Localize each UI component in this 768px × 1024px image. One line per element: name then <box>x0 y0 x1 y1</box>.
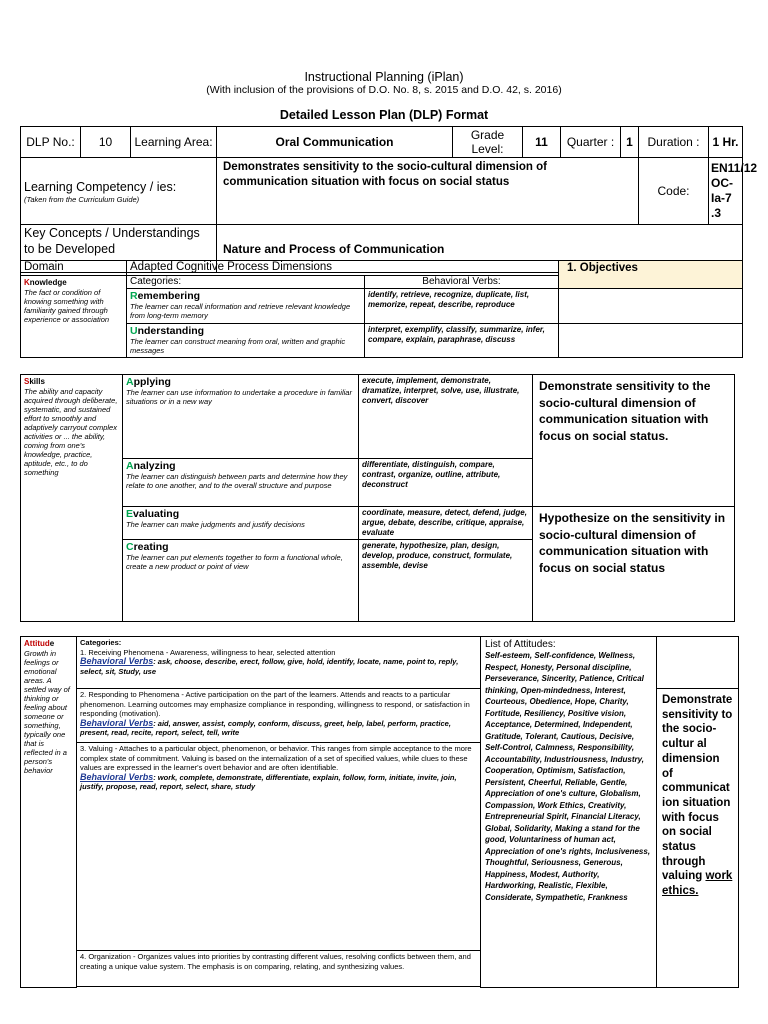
analyzing-initial: A <box>126 460 134 472</box>
creating-desc: The learner can put elements together to form a functional whole, create a new product or point of view <box>126 553 343 571</box>
attitudes-list-label: List of Attitudes: <box>485 639 556 650</box>
knowledge-initial: K <box>24 278 30 287</box>
duration-value: 1 Hr. <box>709 127 743 158</box>
understanding-verbs: interpret, exemplify, classify, summarize, infer, compare, explain, paraphrase, discuss <box>365 324 559 358</box>
creating-initial: C <box>126 541 134 553</box>
competency-label: Learning Competency / ies: <box>24 179 177 194</box>
cat1-verbs: : ask, choose, describe, erect, follow, give, hold, identify, locate, name, point to, reply, select, sit, Study, use <box>80 657 459 676</box>
competency-text: Demonstrates sensitivity to the socio-cultural dimension of communication situation with focus on social status <box>217 158 639 225</box>
remembering-initial: R <box>130 290 138 302</box>
cat3-verbs-label: Behavioral Verbs <box>80 771 154 782</box>
remembering-verbs: identify, retrieve, recognize, duplicate, list, memorize, repeat, describe, reproduce <box>365 289 559 324</box>
understanding-desc: The learner can construct meaning from oral, written and graphic messages <box>130 337 346 355</box>
concepts-text: Nature and Process of Communication <box>217 225 743 273</box>
analyzing-label: nalyzing <box>133 460 176 472</box>
remembering-desc: The learner can recall information and retrieve relevant knowledge from long-term memory <box>130 302 351 320</box>
analyzing-desc: The learner can distinguish between parts and determine how they relate to one another, and to the overall structure and purpose <box>126 472 348 490</box>
attitude-cat3: 3. Valuing - Attaches to a particular object, phenomenon, or behavior. This ranges from simple acceptance to the more complex state of commitment. Valuing is based on the internalization of a set of specified values, while clues to these values are expressed in the learner's overt behavior and are often identifiable. <box>80 744 472 772</box>
evaluating-label: valuating <box>133 508 180 520</box>
doc-subtitle: (With inclusion of the provisions of D.O. No. 8, s. 2015 and D.O. 42, s. 2016) <box>206 84 562 96</box>
cat2-verbs: : aid, answer, assist, comply, conform, discuss, greet, help, label, perform, practice, present, read, recite, report, select, tell, write <box>80 718 451 737</box>
knowledge-table <box>20 260 743 358</box>
applying-desc: The learner can use information to undertake a procedure in familiar situations or in a new way <box>126 388 352 406</box>
applying-verbs: execute, implement, demonstrate, dramatize, interpret, solve, use, illustrate, convert, discover <box>359 375 533 459</box>
skills-initial: S <box>24 377 30 386</box>
creating-verbs: generate, hypothesize, plan, design, develop, produce, construct, formulate, assemble, devise <box>359 540 533 622</box>
attitudes-list: Self-esteem, Self-confidence, Wellness, Respect, Honesty, Personal discipline, Perseverance, Sincerity, Patience, Critical thinking, Open-mindedness, Interest, Courteous, Obedience, Hope, Charity, Fortitude, Resiliency, Positive vision, Acceptance, Determined, Independent, Gratitude, Tolerant, Cautious, Decisive, Self-Control, Calmness, Responsibility, Accountability, Industriousness, Industry, Cooperation, Optimism, Satisfaction, Persistent, Cheerful, Reliable, Gentle, Appreciation of one's culture, Globalism, Compassion, Work Ethics, Creativity, Entrepreneurial Spirit, Financial Literacy, Global, Solidarity, Making a stand for the good, Voluntariness of human act, Appreciation of one's rights, Inclusiveness, Thoughtful, Seriousness, Generous, Happiness, Modest, Authority, Hardworking, Realistic, Flexible, Considerate, Sympathetic, Frankness <box>485 651 651 902</box>
learning-area-label: Learning Area: <box>131 127 217 158</box>
attitude-objective: Demonstrate sensitivity to the socio-cultur al dimension of communicat ion situation with focus on social status through valuing <box>662 694 733 883</box>
grade-level-value: 11 <box>523 127 561 158</box>
applying-initial: A <box>126 376 134 388</box>
creating-label: reating <box>133 541 169 553</box>
attitude-desc: Growth in feelings or emotional areas. A settled way of thinking or feeling about someone or something, typically one that is reflected in a person's behavior <box>24 648 70 775</box>
applying-label: pplying <box>133 376 171 388</box>
categories-header: Categories: <box>127 276 365 289</box>
cat3-verbs: : work, complete, demonstrate, differentiate, explain, follow, form, initiate, invite, join, justify, propose, read, report, select, share, study <box>80 772 457 791</box>
grade-level-label: Grade Level: <box>453 127 523 158</box>
domain-header: Domain <box>21 261 127 276</box>
attitude-initial: Attitud <box>24 639 50 648</box>
doc-format: Detailed Lesson Plan (DLP) Format <box>279 108 489 122</box>
analyzing-verbs: differentiate, distinguish, compare, contrast, organize, outline, attribute, deconstruct <box>359 459 533 507</box>
attitude-cat4: 4. Organization - Organizes values into priorities by contrasting different values, resolving conflicts between them, and creating a unique value system. The emphasis is on comparing, relating, and synthesizing values. <box>77 951 481 987</box>
attitude-objective-underlined: work ethics. <box>662 870 733 898</box>
attitude-label: e <box>49 639 55 648</box>
knowledge-desc: The fact or condition of knowing something with familiarity gained through experience or association <box>24 287 110 324</box>
code-value: EN11/12 OC-Ia-7 .3 <box>709 158 743 225</box>
competency-note: (Taken from the Curriculum Guide) <box>24 194 140 204</box>
dlp-value: 10 <box>81 127 131 158</box>
duration-label: Duration : <box>639 127 709 158</box>
evaluating-verbs: coordinate, measure, detect, defend, judge, argue, debate, describe, critique, appraise, evaluate <box>359 507 533 540</box>
adapted-header: Adapted Cognitive Process Dimensions <box>127 261 559 276</box>
cat2-verbs-label: Behavioral Verbs <box>80 717 154 728</box>
understanding-initial: U <box>130 325 138 337</box>
attitude-table <box>20 636 739 988</box>
code-label: Code: <box>639 158 709 225</box>
learning-area-value: Oral Communication <box>217 127 453 158</box>
skills-objective-1: Demonstrate sensitivity to the socio-cultural dimension of communication situation with focus on social status. <box>533 375 735 507</box>
concepts-label: Key Concepts / Understandings to be Developed <box>21 225 217 273</box>
verbs-header: Behavioral Verbs: <box>365 276 559 289</box>
dlp-label: DLP No.: <box>21 127 81 158</box>
attitude-cat1: 1. Receiving Phenomena - Awareness, willingness to hear, selected attention <box>80 647 336 657</box>
skills-desc: The ability and capacity acquired through deliberate, systematic, and sustained effort to smoothly and adaptively carryout complex activities or ... the ability, coming from one's knowledge, practice, aptitude, etc., to do something <box>24 386 118 477</box>
cat1-verbs-label: Behavioral Verbs <box>80 656 154 666</box>
quarter-label: Quarter : <box>561 127 621 158</box>
objectives-header: 1. Objectives <box>559 261 743 289</box>
info-table <box>20 126 758 273</box>
skills-label: kills <box>29 377 45 386</box>
skills-table <box>20 374 735 622</box>
knowledge-label: nowledge <box>29 278 67 287</box>
attitude-cat2: 2. Responding to Phenomena - Active participation on the part of the learners. Attends and reacts to a particular phenomenon. Learning outcomes may emphasize compliance in responding, willingness to respond, or satisfaction in responding (motivation). <box>80 690 470 718</box>
quarter-value: 1 <box>621 127 639 158</box>
remembering-label: emembering <box>137 290 201 302</box>
evaluating-desc: The learner can make judgments and justify decisions <box>126 520 305 529</box>
skills-objective-2: Hypothesize on the sensitivity in socio-cultural dimension of communication situation with focus on social status <box>533 507 735 622</box>
understanding-label: nderstanding <box>137 325 205 337</box>
attitude-categories-label: Categories: <box>80 638 122 647</box>
evaluating-initial: E <box>126 508 134 520</box>
doc-title: Instructional Planning (iPlan) <box>304 70 464 84</box>
